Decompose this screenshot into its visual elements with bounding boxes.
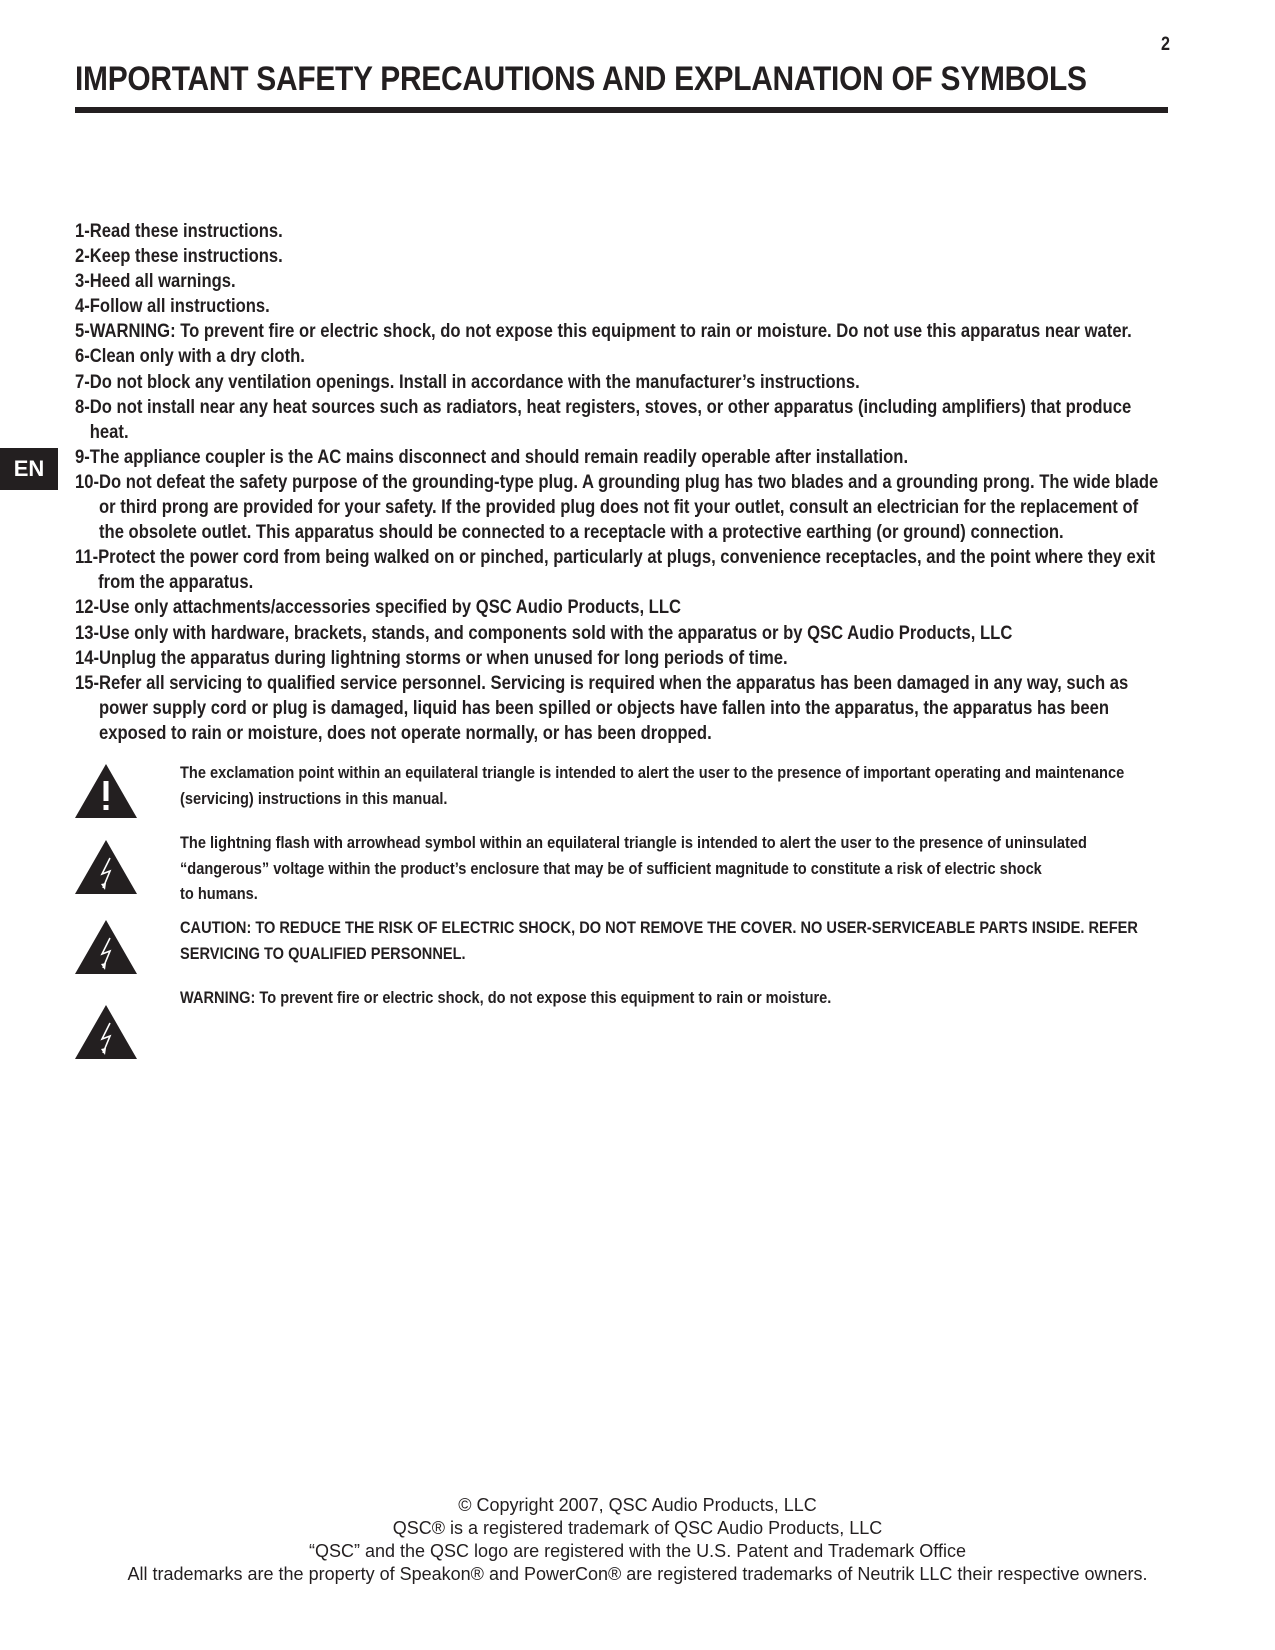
instruction-item bbox=[75, 219, 1268, 244]
instruction-number: 3- bbox=[75, 270, 90, 293]
lightning-triangle-icon bbox=[75, 840, 137, 894]
instruction-item bbox=[75, 646, 1268, 671]
instruction-text: Read these instructions. bbox=[89, 220, 283, 242]
instruction-number: 1- bbox=[75, 220, 90, 242]
instruction-text: Keep these instructions. bbox=[89, 245, 283, 268]
instruction-text: exposed to rain or moisture, does not operate normally, or has been dropped. bbox=[99, 721, 712, 744]
symbol-description-line: The lightning flash with arrowhead symbol within an equilateral triangle is intended to alert the user to the presence of uninsulated bbox=[180, 833, 1087, 852]
instruction-number: 14- bbox=[75, 646, 100, 669]
instruction-item bbox=[75, 269, 1268, 294]
instruction-item bbox=[75, 244, 1268, 269]
page-title: IMPORTANT SAFETY PRECAUTIONS AND EXPLANATION OF SYMBOLS bbox=[75, 60, 1087, 98]
instruction-item bbox=[75, 395, 1268, 445]
instruction-number: 4- bbox=[75, 295, 90, 318]
instruction-item bbox=[75, 595, 1268, 620]
instruction-text: WARNING: To prevent fire or electric shock, do not expose this equipment to rain or moisture. Do not use this apparatus near water. bbox=[89, 320, 1132, 343]
instruction-number: 13- bbox=[75, 621, 100, 644]
symbol-description-line: The exclamation point within an equilateral triangle is intended to alert the user to the presence of important operating and maintenance bbox=[180, 763, 1125, 782]
symbol-description-line: CAUTION: TO REDUCE THE RISK OF ELECTRIC SHOCK, DO NOT REMOVE THE COVER. NO USER-SERVICEABLE PARTS INSIDE. REFER bbox=[180, 918, 1138, 937]
footer-line: © Copyright 2007, QSC Audio Products, LLC bbox=[458, 1495, 817, 1515]
instruction-text: from the apparatus. bbox=[98, 571, 254, 594]
instruction-text: Clean only with a dry cloth. bbox=[89, 345, 305, 368]
instruction-text: Do not block any ventilation openings. Install in accordance with the manufacturer’s instructions. bbox=[89, 370, 860, 393]
instruction-number: 7- bbox=[75, 370, 90, 393]
instruction-text: the obsolete outlet. This apparatus should be connected to a receptacle with a protective earthing (or ground) connection. bbox=[99, 521, 1064, 544]
instruction-item bbox=[75, 445, 1268, 470]
language-tab: EN bbox=[0, 448, 58, 490]
instruction-text: Unplug the apparatus during lightning storms or when unused for long periods of time. bbox=[99, 646, 788, 669]
instruction-number: 11- bbox=[75, 546, 99, 569]
instruction-item bbox=[75, 319, 1268, 344]
footer-line: QSC® is a registered trademark of QSC Audio Products, LLC bbox=[392, 1518, 883, 1538]
footer-line: All trademarks are the property of Speakon® and PowerCon® are registered trademarks of Neutrik LLC their respective owners. bbox=[127, 1564, 1148, 1584]
symbol-description bbox=[180, 915, 1138, 966]
instruction-item bbox=[75, 671, 1268, 746]
symbol-description bbox=[180, 760, 1124, 811]
lightning-triangle-icon bbox=[75, 920, 137, 974]
page-number: 2 bbox=[1161, 34, 1170, 55]
instruction-number: 12- bbox=[75, 596, 100, 619]
instruction-number: 5- bbox=[75, 320, 90, 343]
instruction-number: 9- bbox=[75, 445, 90, 468]
instruction-text: The appliance coupler is the AC mains disconnect and should remain readily operable after installation. bbox=[89, 445, 909, 468]
instruction-text: Do not defeat the safety purpose of the grounding-type plug. A grounding plug has two blades and a grounding prong. The wide blade bbox=[99, 470, 1159, 493]
instruction-text: Do not install near any heat sources such as radiators, heat registers, stoves, or other apparatus (including amplifiers) that produce bbox=[89, 395, 1132, 418]
instruction-number: 6- bbox=[75, 345, 90, 368]
instruction-text: Protect the power cord from being walked on or pinched, particularly at plugs, convenience receptacles, and the point where they exit bbox=[98, 546, 1156, 569]
instruction-number: 10- bbox=[75, 470, 100, 493]
instruction-number: 15- bbox=[75, 671, 100, 694]
instruction-text: Refer all servicing to qualified service personnel. Servicing is required when the apparatus has been damaged in any way, such as bbox=[99, 671, 1129, 694]
instruction-item bbox=[75, 294, 1268, 319]
footer-line: “QSC” and the QSC logo are registered with the U.S. Patent and Trademark Office bbox=[309, 1541, 966, 1561]
instruction-text: or third prong are provided for your safety. If the provided plug does not fit your outlet, consult an electrician for the replacement of bbox=[99, 496, 1139, 519]
instruction-item bbox=[75, 344, 1268, 369]
symbol-description-line: to humans. bbox=[180, 884, 258, 903]
symbol-description-line: “dangerous” voltage within the product’s enclosure that may be of sufficient magnitude to constitute a risk of electric shock bbox=[180, 858, 1042, 878]
instruction-item bbox=[75, 621, 1268, 646]
lightning-triangle-icon bbox=[75, 1005, 137, 1059]
footer bbox=[0, 1494, 1275, 1586]
safety-instructions-list bbox=[75, 219, 1175, 746]
symbol-description bbox=[180, 830, 1087, 907]
instruction-item bbox=[75, 370, 1268, 395]
instruction-item bbox=[75, 470, 1268, 545]
instruction-text: heat. bbox=[89, 420, 129, 443]
symbol-description-line: WARNING: To prevent fire or electric shock, do not expose this equipment to rain or moisture. bbox=[180, 988, 832, 1007]
instruction-text: Heed all warnings. bbox=[89, 270, 236, 293]
instruction-number: 8- bbox=[75, 395, 90, 418]
instruction-text: Use only attachments/accessories specified by QSC Audio Products, LLC bbox=[99, 596, 681, 619]
symbol-description-line: SERVICING TO QUALIFIED PERSONNEL. bbox=[180, 943, 466, 963]
title-divider bbox=[75, 107, 1168, 113]
instruction-text: Use only with hardware, brackets, stands, and components sold with the apparatus or by QSC Audio Products, LLC bbox=[99, 621, 1013, 644]
exclamation-triangle-icon bbox=[75, 764, 137, 818]
symbol-description bbox=[180, 985, 831, 1011]
instruction-item bbox=[75, 545, 1268, 595]
instruction-text: Follow all instructions. bbox=[89, 295, 270, 318]
instruction-number: 2- bbox=[75, 245, 90, 268]
instruction-text: power supply cord or plug is damaged, liquid has been spilled or objects have fallen into the apparatus, the apparatus has been bbox=[99, 696, 1109, 719]
symbol-description-line: (servicing) instructions in this manual. bbox=[180, 788, 448, 808]
